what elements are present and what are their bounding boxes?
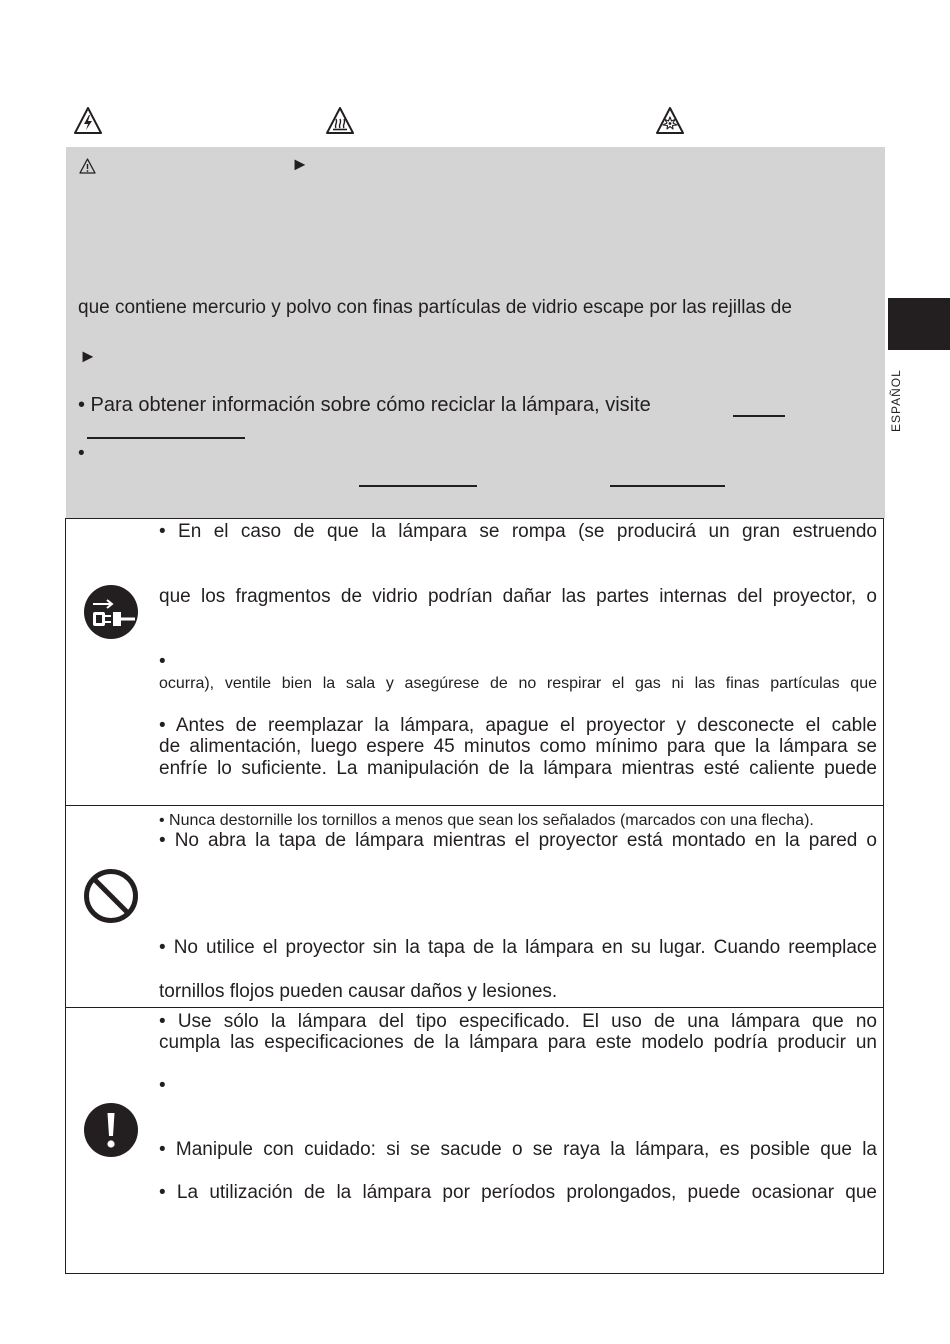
mandatory-action-icon — [83, 1102, 139, 1158]
blank-underline — [359, 485, 477, 487]
panel3-line: • Use sólo la lámpara del tipo especificado. El uso de una lámpara que no — [159, 1011, 877, 1032]
panel3-line: • La utilización de la lámpara por períodos prolongados, puede ocasionar que — [159, 1182, 877, 1203]
warning-box — [66, 147, 885, 518]
panel2-line: • No utilice el proyector sin la tapa de la lámpara en su lugar. Cuando reemplace — [159, 937, 877, 958]
panel2-line: tornillos flojos pueden causar daños y lesiones. — [159, 981, 558, 1002]
language-tab — [888, 298, 950, 350]
blank-underline — [610, 485, 725, 487]
panel2-line: • No abra la tapa de lámpara mientras el proyector está montado en la pared o — [159, 830, 877, 851]
arrow-marker: ► — [291, 154, 309, 174]
panel3-line: • — [159, 1075, 166, 1096]
panel1-line: ocurra), ventile bien la sala y asegúrese de no respirar el gas ni las finas partículas que — [159, 675, 877, 692]
panel1-line: • Antes de reemplazar la lámpara, apague el proyector y desconecte el cable — [159, 715, 877, 736]
panel1-line: enfríe lo suficiente. La manipulación de la lámpara mientras esté caliente puede — [159, 758, 877, 779]
explosion-warning-icon — [655, 106, 685, 136]
panel3-line: cumpla las especificaciones de la lámpara para este modelo podría producir un — [159, 1032, 877, 1053]
unplug-icon — [83, 584, 139, 640]
prohibited-icon — [83, 868, 139, 924]
panel1-line: • En el caso de que la lámpara se rompa (se producirá un gran estruendo — [159, 521, 877, 542]
panel1-line: • — [159, 651, 166, 672]
recycling-info-text: • Para obtener información sobre cómo reciclar la lámpara, visite — [78, 394, 651, 416]
panel1-line: que los fragmentos de vidrio podrían dañar las partes internas del proyector, o — [159, 586, 877, 607]
panel2-line: • Nunca destornille los tornillos a menos que sean los señalados (marcados con una flecha). — [159, 812, 814, 829]
blank-underline — [87, 437, 245, 439]
warning-icon — [79, 158, 96, 174]
bullet-marker: • — [78, 443, 85, 464]
warning-text-line: que contiene mercurio y polvo con finas partículas de vidrio escape por las rejillas de — [78, 297, 792, 318]
hot-surface-warning-icon — [325, 106, 355, 136]
panel1-line: de alimentación, luego espere 45 minutos como mínimo para que la lámpara se — [159, 736, 877, 757]
arrow-marker: ► — [79, 346, 97, 366]
electric-shock-warning-icon — [73, 106, 103, 136]
blank-underline — [733, 415, 785, 417]
language-label: ESPAÑOL — [889, 369, 903, 432]
panel3-line: • Manipule con cuidado: si se sacude o se raya la lámpara, es posible que la — [159, 1139, 877, 1160]
